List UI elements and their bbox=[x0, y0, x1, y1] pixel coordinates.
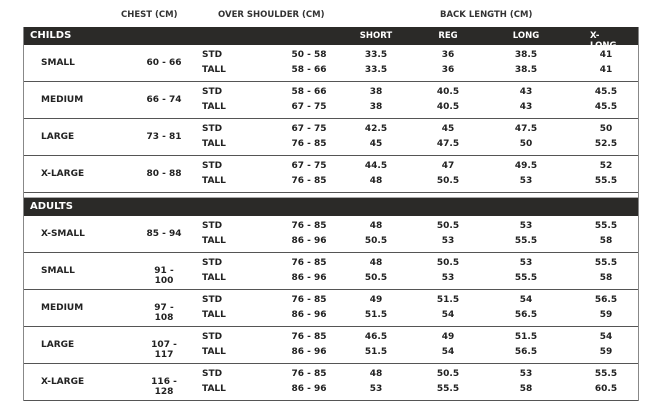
fit-label: STD bbox=[202, 50, 223, 60]
back-length-value: 58 bbox=[519, 384, 533, 394]
section-header-adults bbox=[24, 198, 638, 216]
back-length-value: 56.5 bbox=[514, 347, 538, 357]
back-length-value: 43 bbox=[519, 87, 533, 97]
back-length-value: 50 bbox=[519, 139, 533, 149]
back-length-value: 51.5 bbox=[514, 332, 538, 342]
shoulder-range: 86 - 96 bbox=[291, 384, 327, 394]
size-label: SMALL bbox=[41, 266, 75, 276]
shoulder-range: 86 - 96 bbox=[291, 273, 327, 283]
back-length-value: 50 bbox=[599, 124, 613, 134]
back-column-header: SHORT bbox=[359, 31, 393, 41]
back-column-header: LONG bbox=[512, 31, 540, 41]
shoulder-range: 86 - 96 bbox=[291, 310, 327, 320]
back-length-value: 53 bbox=[369, 384, 383, 394]
fit-label: TALL bbox=[202, 139, 226, 149]
back-length-value: 40.5 bbox=[436, 102, 460, 112]
fit-label: STD bbox=[202, 87, 223, 97]
size-label: X-LARGE bbox=[41, 169, 85, 179]
back-length-value: 55.5 bbox=[514, 273, 538, 283]
fit-label: TALL bbox=[202, 176, 226, 186]
back-length-value: 41 bbox=[599, 50, 613, 60]
back-length-value: 50.5 bbox=[436, 221, 460, 231]
back-length-value: 53 bbox=[441, 273, 455, 283]
fit-label: STD bbox=[202, 369, 223, 379]
size-label: MEDIUM bbox=[41, 303, 84, 313]
chest-range: 107 - 117 bbox=[151, 340, 177, 360]
fit-label: STD bbox=[202, 221, 223, 231]
back-length-value: 54 bbox=[519, 295, 533, 305]
back-length-value: 56.5 bbox=[594, 295, 618, 305]
back-length-value: 44.5 bbox=[364, 161, 388, 171]
size-group bbox=[24, 82, 638, 119]
size-group bbox=[24, 216, 638, 253]
shoulder-range: 86 - 96 bbox=[291, 236, 327, 246]
chest-range: 116 - 128 bbox=[151, 377, 177, 397]
shoulder-range: 76 - 85 bbox=[291, 139, 327, 149]
back-length-value: 50.5 bbox=[436, 258, 460, 268]
section-title: ADULTS bbox=[30, 201, 73, 212]
shoulder-range: 76 - 85 bbox=[291, 332, 327, 342]
back-length-value: 56.5 bbox=[514, 310, 538, 320]
back-length-value: 54 bbox=[599, 332, 613, 342]
back-length-value: 33.5 bbox=[364, 65, 388, 75]
fit-label: STD bbox=[202, 295, 223, 305]
back-length-value: 33.5 bbox=[364, 50, 388, 60]
back-length-value: 53 bbox=[441, 236, 455, 246]
shoulder-range: 67 - 75 bbox=[291, 124, 327, 134]
chest-range: 73 - 81 bbox=[146, 132, 182, 142]
fit-label: TALL bbox=[202, 236, 226, 246]
back-length-value: 50.5 bbox=[436, 176, 460, 186]
section-title: CHILDS bbox=[30, 30, 72, 41]
back-length-value: 47 bbox=[441, 161, 455, 171]
back-length-value: 36 bbox=[441, 50, 455, 60]
size-chart-table bbox=[23, 27, 639, 401]
chest-header: CHEST (CM) bbox=[121, 10, 178, 20]
back-length-value: 45.5 bbox=[594, 102, 618, 112]
back-length-value: 51.5 bbox=[364, 347, 388, 357]
chest-range: 60 - 66 bbox=[146, 58, 182, 68]
shoulder-header: OVER SHOULDER (CM) bbox=[218, 10, 325, 20]
back-length-value: 48 bbox=[369, 369, 383, 379]
back-length-value: 41 bbox=[599, 65, 613, 75]
shoulder-range: 76 - 85 bbox=[291, 295, 327, 305]
shoulder-range: 76 - 85 bbox=[291, 258, 327, 268]
back-length-value: 54 bbox=[441, 347, 455, 357]
back-length-value: 36 bbox=[441, 65, 455, 75]
back-length-value: 38 bbox=[369, 102, 383, 112]
back-length-header: BACK LENGTH (CM) bbox=[440, 10, 533, 20]
shoulder-range: 67 - 75 bbox=[291, 161, 327, 171]
chest-range: 66 - 74 bbox=[146, 95, 182, 105]
shoulder-range: 76 - 85 bbox=[291, 221, 327, 231]
back-length-value: 55.5 bbox=[436, 384, 460, 394]
back-length-value: 38 bbox=[369, 87, 383, 97]
back-length-value: 58 bbox=[599, 273, 613, 283]
back-length-value: 60.5 bbox=[594, 384, 618, 394]
back-length-value: 48 bbox=[369, 258, 383, 268]
back-length-value: 45.5 bbox=[594, 87, 618, 97]
shoulder-range: 50 - 58 bbox=[291, 50, 327, 60]
fit-label: TALL bbox=[202, 65, 226, 75]
back-length-value: 49 bbox=[369, 295, 383, 305]
back-length-value: 53 bbox=[519, 258, 533, 268]
back-length-value: 59 bbox=[599, 310, 613, 320]
back-length-value: 59 bbox=[599, 347, 613, 357]
back-length-value: 52 bbox=[599, 161, 613, 171]
size-group bbox=[24, 119, 638, 156]
size-group bbox=[24, 156, 638, 193]
size-label: LARGE bbox=[41, 340, 75, 350]
fit-label: STD bbox=[202, 161, 223, 171]
chest-range: 97 - 108 bbox=[154, 303, 174, 323]
chest-range: 80 - 88 bbox=[146, 169, 182, 179]
back-column-header: REG bbox=[438, 31, 458, 41]
chest-range: 91 - 100 bbox=[154, 266, 174, 286]
back-length-value: 40.5 bbox=[436, 87, 460, 97]
back-length-value: 46.5 bbox=[364, 332, 388, 342]
fit-label: STD bbox=[202, 124, 223, 134]
size-group bbox=[24, 290, 638, 327]
size-group bbox=[24, 364, 638, 401]
size-label: X-LARGE bbox=[41, 377, 85, 387]
fit-label: TALL bbox=[202, 347, 226, 357]
fit-label: TALL bbox=[202, 102, 226, 112]
back-length-value: 55.5 bbox=[594, 258, 618, 268]
back-column-header: X-LONG bbox=[590, 31, 617, 51]
back-length-value: 55.5 bbox=[594, 221, 618, 231]
back-length-value: 52.5 bbox=[594, 139, 618, 149]
fit-label: STD bbox=[202, 258, 223, 268]
shoulder-range: 58 - 66 bbox=[291, 65, 327, 75]
back-length-value: 48 bbox=[369, 221, 383, 231]
shoulder-range: 58 - 66 bbox=[291, 87, 327, 97]
back-length-value: 42.5 bbox=[364, 124, 388, 134]
back-length-value: 45 bbox=[441, 124, 455, 134]
back-length-value: 58 bbox=[599, 236, 613, 246]
section-header-childs bbox=[24, 27, 638, 51]
shoulder-range: 86 - 96 bbox=[291, 347, 327, 357]
back-length-value: 47.5 bbox=[436, 139, 460, 149]
size-label: SMALL bbox=[41, 58, 75, 68]
fit-label: TALL bbox=[202, 310, 226, 320]
back-length-value: 49 bbox=[441, 332, 455, 342]
fit-label: TALL bbox=[202, 273, 226, 283]
shoulder-range: 67 - 75 bbox=[291, 102, 327, 112]
back-length-value: 43 bbox=[519, 102, 533, 112]
back-length-value: 50.5 bbox=[436, 369, 460, 379]
shoulder-range: 76 - 85 bbox=[291, 369, 327, 379]
fit-label: STD bbox=[202, 332, 223, 342]
back-length-value: 50.5 bbox=[364, 236, 388, 246]
size-group bbox=[24, 253, 638, 290]
back-length-value: 38.5 bbox=[514, 50, 538, 60]
back-length-value: 55.5 bbox=[594, 369, 618, 379]
back-length-value: 45 bbox=[369, 139, 383, 149]
back-length-value: 38.5 bbox=[514, 65, 538, 75]
chest-range: 85 - 94 bbox=[146, 229, 182, 239]
back-length-value: 55.5 bbox=[594, 176, 618, 186]
size-group bbox=[24, 327, 638, 364]
back-length-value: 51.5 bbox=[436, 295, 460, 305]
size-group bbox=[24, 45, 638, 82]
size-label: LARGE bbox=[41, 132, 75, 142]
back-length-value: 54 bbox=[441, 310, 455, 320]
back-length-value: 49.5 bbox=[514, 161, 538, 171]
size-label: X-SMALL bbox=[41, 229, 85, 239]
back-length-value: 51.5 bbox=[364, 310, 388, 320]
shoulder-range: 76 - 85 bbox=[291, 176, 327, 186]
back-length-value: 53 bbox=[519, 176, 533, 186]
back-length-value: 53 bbox=[519, 369, 533, 379]
back-length-value: 48 bbox=[369, 176, 383, 186]
back-length-value: 55.5 bbox=[514, 236, 538, 246]
back-length-value: 53 bbox=[519, 221, 533, 231]
back-length-value: 50.5 bbox=[364, 273, 388, 283]
fit-label: TALL bbox=[202, 384, 226, 394]
size-label: MEDIUM bbox=[41, 95, 84, 105]
back-length-value: 47.5 bbox=[514, 124, 538, 134]
